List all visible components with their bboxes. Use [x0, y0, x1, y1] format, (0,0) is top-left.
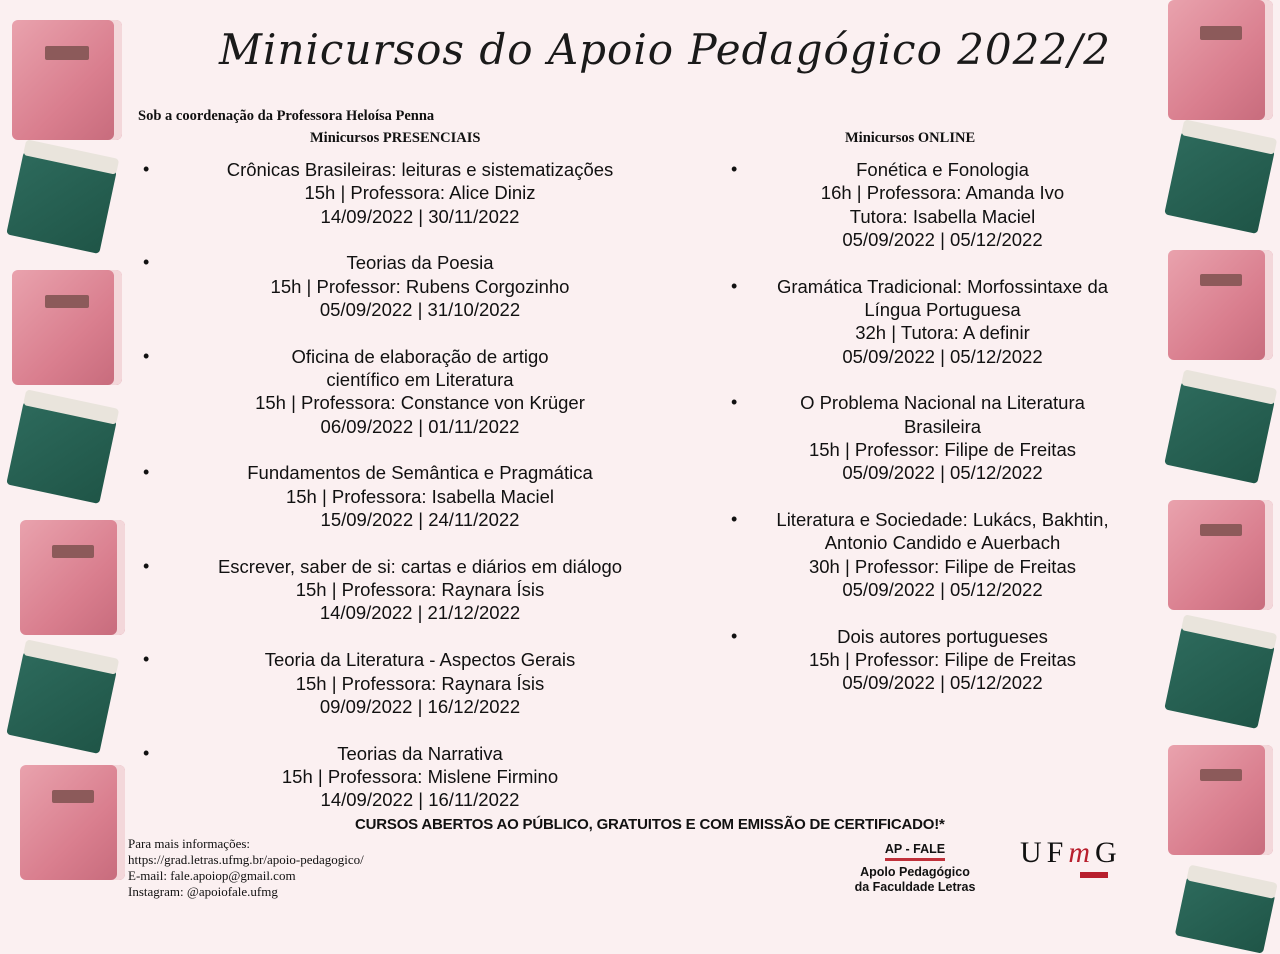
green-book-icon — [1164, 381, 1275, 484]
course-line: 15h | Professor: Filipe de Freitas — [808, 438, 1076, 460]
course-line: 05/09/2022 | 05/12/2022 — [842, 345, 1043, 367]
course-line: Fonética e Fonologia — [856, 159, 1029, 180]
course-line: 05/09/2022 | 05/12/2022 — [842, 462, 1043, 484]
ufmg-letter: m — [1068, 836, 1096, 869]
course-line: Antonio Candido e Auerbach — [824, 532, 1061, 554]
pink-book-icon — [20, 765, 125, 880]
course-line: 05/09/2022 | 05/12/2022 — [842, 228, 1043, 250]
course-line: 14/09/2022 | 30/11/2022 — [320, 205, 520, 227]
course-line: Língua Portuguesa — [864, 298, 1021, 320]
presenciais-list — [143, 158, 680, 835]
course-line: 05/09/2022 | 05/12/2022 — [842, 578, 1043, 600]
course-line: 15h | Professora: Alice Diniz — [304, 182, 536, 204]
pink-book-icon — [12, 270, 122, 385]
course-line: 15/09/2022 | 24/11/2022 — [320, 509, 520, 531]
course-line: 06/09/2022 | 01/11/2022 — [320, 415, 520, 437]
online-heading: Minicursos ONLINE — [845, 130, 976, 146]
course-line: 15h | Professora: Isabella Maciel — [285, 485, 555, 507]
green-book-icon — [6, 401, 117, 504]
pink-book-icon — [1168, 250, 1273, 360]
course-line: 05/09/2022 | 31/10/2022 — [319, 298, 521, 320]
course-item — [731, 158, 1140, 251]
contact-info — [128, 836, 364, 900]
course-line: Crônicas Brasileiras: leituras e sistematizações — [226, 159, 614, 180]
course-line: 14/09/2022 | 21/12/2022 — [319, 602, 521, 624]
ap-fale-logo — [840, 842, 990, 895]
course-item — [731, 625, 1140, 695]
course-line: 15h | Professora: Constance von Krüger — [255, 392, 585, 414]
green-book-icon — [6, 651, 117, 754]
course-item — [731, 391, 1140, 484]
course-line: 32h | Tutora: A definir — [855, 322, 1030, 344]
course-item — [143, 345, 680, 438]
course-item — [143, 158, 680, 228]
green-book-icon — [6, 151, 117, 254]
course-line: Teorias da Poesia — [346, 252, 494, 274]
course-line: Teoria da Literatura - Aspectos Gerais — [264, 649, 576, 671]
bullet-icon: • — [731, 625, 738, 646]
course-line: 16h | Professora: Amanda Ivo — [820, 182, 1065, 204]
course-line: Fundamentos de Semântica e Pragmática — [247, 462, 593, 484]
course-line: Oficina de elaboração de artigo — [291, 345, 549, 367]
bullet-icon: • — [143, 649, 150, 670]
bullet-icon: • — [143, 742, 150, 763]
pink-book-icon — [1168, 745, 1273, 855]
bullet-icon: • — [143, 252, 150, 273]
course-item — [731, 508, 1140, 601]
course-line: 30h | Professor: Filipe de Freitas — [808, 555, 1076, 577]
ap-fale-tag: AP - FALE — [885, 842, 945, 861]
pink-book-icon — [12, 20, 122, 140]
ufmg-logo-bar — [1080, 872, 1108, 878]
ufmg-logo — [1020, 836, 1122, 870]
course-line: Escrever, saber de si: cartas e diários em diálogo — [217, 555, 623, 577]
bullet-icon: • — [143, 159, 150, 179]
course-line: 14/09/2022 | 16/11/2022 — [320, 789, 520, 811]
course-line: 15h | Professora: Mislene Firmino — [281, 765, 559, 787]
ufmg-letter: F — [1046, 836, 1069, 869]
course-line: O Problema Nacional na Literatura — [800, 392, 1085, 414]
course-item — [143, 555, 680, 625]
green-book-icon — [1164, 131, 1275, 234]
bullet-icon: • — [143, 555, 150, 576]
pink-book-icon — [20, 520, 125, 635]
course-line: Dois autores portugueses — [837, 625, 1048, 647]
course-line: Brasileira — [903, 415, 982, 437]
bullet-icon: • — [731, 509, 738, 530]
bullet-icon: • — [143, 345, 150, 366]
course-line: Teorias da Narrativa — [337, 742, 503, 764]
course-line: 15h | Professora: Raynara Ísis — [295, 579, 545, 601]
bullet-icon: • — [731, 392, 738, 413]
course-item — [143, 251, 680, 321]
course-line: Tutora: Isabella Maciel — [849, 205, 1036, 227]
course-line: 09/09/2022 | 16/12/2022 — [319, 695, 521, 717]
green-book-icon — [1175, 876, 1276, 953]
course-line: 05/09/2022 | 05/12/2022 — [842, 672, 1043, 694]
pink-book-icon — [1168, 0, 1273, 120]
online-list — [731, 158, 1140, 718]
website-link[interactable]: https://grad.letras.ufmg.br/apoio-pedagogico/ — [128, 852, 364, 867]
course-item — [143, 461, 680, 531]
course-line: 15h | Professora: Raynara Ísis — [295, 672, 545, 694]
course-line: 15h | Professor: Rubens Corgozinho — [270, 275, 570, 297]
ap-logo-line: da Faculdade Letras — [854, 880, 976, 894]
instagram-link[interactable]: Instagram: @apoiofale.ufmg — [128, 884, 278, 899]
ufmg-letter: U — [1020, 836, 1047, 869]
course-item — [143, 742, 680, 812]
call-to-action: CURSOS ABERTOS AO PÚBLICO, GRATUITOS E COM EMISSÃO DE CERTIFICADO!* — [355, 816, 945, 833]
bullet-icon: • — [731, 275, 738, 296]
course-line: 15h | Professor: Filipe de Freitas — [808, 649, 1076, 671]
course-line: Gramática Tradicional: Morfossintaxe da — [776, 275, 1109, 297]
ap-logo-line: Apolo Pedagógico — [860, 865, 970, 879]
presenciais-heading: Minicursos PRESENCIAIS — [310, 130, 481, 146]
pink-book-icon — [1168, 500, 1273, 610]
info-heading: Para mais informações: — [128, 836, 251, 851]
course-item — [731, 275, 1140, 368]
green-book-icon — [1164, 626, 1275, 729]
course-line: científico em Literatura — [326, 369, 514, 391]
ufmg-letter: G — [1095, 836, 1122, 869]
page-title: Minicursos do Apoio Pedagógico 2022/2 — [219, 25, 1111, 74]
course-line: Literatura e Sociedade: Lukács, Bakhtin, — [776, 509, 1109, 531]
email-link[interactable]: E-mail: fale.apoiop@gmail.com — [128, 868, 296, 883]
bullet-icon: • — [731, 159, 738, 179]
coordination-note: Sob a coordenação da Professora Heloísa Penna — [138, 108, 435, 124]
bullet-icon: • — [143, 462, 150, 483]
course-item — [143, 648, 680, 718]
